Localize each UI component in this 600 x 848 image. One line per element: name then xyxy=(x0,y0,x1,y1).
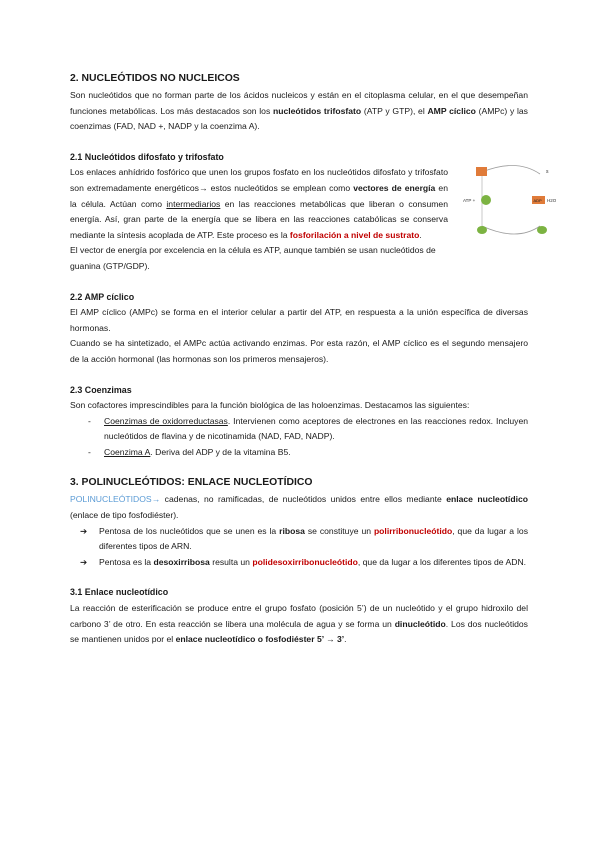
list-item: - Coenzima A. Deriva del ADP y de la vitamina B5. xyxy=(88,445,528,461)
molecule-circle-bottom-right xyxy=(537,226,547,234)
atp-cycle-figure xyxy=(462,160,557,240)
figure-label-right: H2O xyxy=(547,198,557,203)
cycle-arc-bottom xyxy=(482,226,540,234)
list-item: ➔ Pentosa de los nucleótidos que se unen es la ribosa se constituye un polirribonucleótido, que da lugar a los diferentes tipos de ARN. xyxy=(80,525,528,552)
section-3-para-1: POLINUCLEÓTIDOS→ cadenas, no ramificadas, de nucleótidos unidos entre ellos mediante enlace nucleotídico (enlace de tipo fosfodiéster). xyxy=(70,494,528,521)
molecule-circle-bottom-left xyxy=(477,226,487,234)
section-3-1-title: 3.1 Enlace nucleotídico xyxy=(70,587,169,598)
section-2-1-para-1: Los enlaces anhídrido fosfórico que unen los grupos fosfato en los nucleótidos difosfato y trifosfato son extremadamente energéticos→ estos nucleótidos se emplean como vectores de energía en la célula. Actúan como intermediarios en las reacciones metabólicas que liberan o consumen energía. Así, gran parte de la energía que se libera en las reacciones catabólicas se conserva mediante la síntesis acoplada de ATP. Este proceso es la fosforilación a nivel de sustrato. xyxy=(70,167,448,240)
figure-label-top-right: s xyxy=(546,169,549,175)
section-2-2-para-1: El AMP cíclico (AMPc) se forma en el interior celular a partir del ATP, en respuesta a la unión específica de diversas hormonas. xyxy=(70,307,528,333)
section-2-intro: Son nucleótidos que no forman parte de los ácidos nucleicos y están en el citoplasma celular, en el que desempeñan funciones metabólicas. Los más destacados son los nucleótidos trifosfato (ATP y GTP), el AMP cíclico (AMPc) y las coenzimas (FAD, NAD +, NADP y la coenzima A). xyxy=(70,90,528,132)
figure-label-left: ATP + xyxy=(463,198,476,203)
document-page xyxy=(70,72,528,648)
coenzyme-list xyxy=(70,414,528,461)
phosphate-box-top xyxy=(476,167,487,176)
section-2-1-para-2: El vector de energía por excelencia en la célula es ATP, aunque también se usan nucleótidos de guanina (GTP/GDP). xyxy=(70,245,436,271)
molecule-circle-left xyxy=(481,195,491,205)
figure-box-label: ADP xyxy=(533,198,542,203)
section-2-3-title: 2.3 Coenzimas xyxy=(70,384,132,395)
polynucleotide-list xyxy=(70,524,528,571)
list-item: - Coenzimas de oxidorreductasas. Intervienen como aceptores de electrones en las reacciones redox. Incluyen nucleótidos de flavina y de nicotinamida (NAD, FAD, NADP). xyxy=(88,414,528,445)
section-2-title: 2. NUCLEÓTIDOS NO NUCLEICOS xyxy=(70,73,240,84)
arrow-icon: ➔ xyxy=(80,556,88,567)
list-item: ➔ Pentosa es la desoxirribosa resulta un polidesoxirribonucleótido, que da lugar a los diferentes tipos de ADN. xyxy=(80,555,528,571)
section-2-2-title: 2.2 AMP cíclico xyxy=(70,291,135,302)
section-3-title: 3. POLINUCLEÓTIDOS: ENLACE NUCLEOTÍDICO xyxy=(70,477,313,489)
section-3-1-para-1: La reacción de esterificación se produce entre el grupo fosfato (posición 5’) de un nucleótido y el grupo hidroxilo del carbono 3’ de otro. En esta reacción se libera una molécula de agua y se forma un dinucleótido. Los dos nucleótidos se mantienen unidos por el enlace nucleotídico o fosfodiéster 5’ → 3’. xyxy=(70,603,528,645)
section-2-1-title: 2.1 Nucleótidos difosfato y trifosfato xyxy=(70,151,224,162)
arrow-icon: ➔ xyxy=(80,525,88,536)
section-2-3-para-1: Son cofactores imprescindibles para la función biológica de las holoenzimas. Destacamos las siguientes: xyxy=(70,400,470,411)
section-2-2-para-2: Cuando se ha sintetizado, el AMPc actúa activando enzimas. Por esta razón, el AMP cíclico es el segundo mensajero de la acción hormonal (las hormonas son los primeros mensajeros). xyxy=(70,338,528,364)
cycle-arc-top xyxy=(482,165,540,174)
